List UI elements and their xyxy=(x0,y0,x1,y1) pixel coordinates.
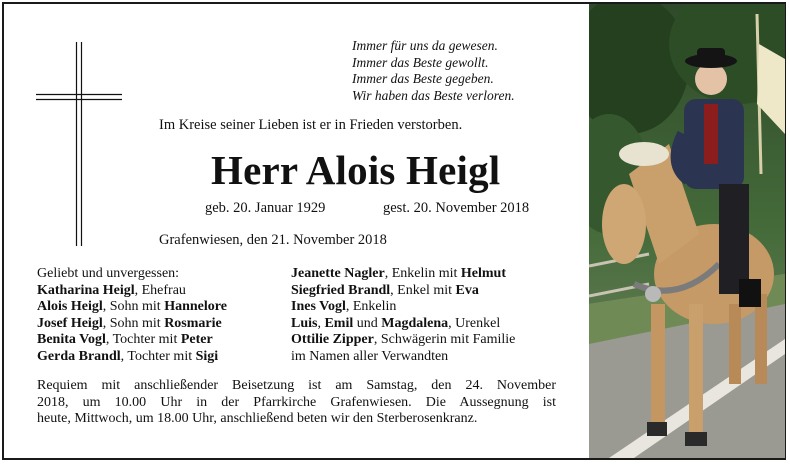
mourner-partner: Rosmarie xyxy=(164,315,222,331)
mourner-text: Geliebt und unvergessen: xyxy=(37,266,180,281)
mourner-line xyxy=(37,316,227,333)
mourner-name: Gerda Brandl xyxy=(37,348,121,364)
place-date: Grafenwiesen, den 21. November 2018 xyxy=(159,232,387,248)
mourners-right xyxy=(291,266,515,365)
cross-icon xyxy=(36,42,122,246)
mourner-partner: Eva xyxy=(455,282,479,298)
requiem-line: heute, Mittwoch, um 18.00 Uhr, anschließend beten wir den Sterberosenkranz. xyxy=(37,411,478,426)
mourners-left xyxy=(37,266,227,365)
mourner-name: Benita Vogl xyxy=(37,332,106,347)
mourner-line xyxy=(291,283,515,300)
mourner-name: Emil xyxy=(324,315,354,331)
deceased-name: Herr Alois Heigl xyxy=(211,147,501,193)
mourner-name: Magdalena xyxy=(381,315,449,331)
mourner-line xyxy=(37,283,227,300)
requiem-line: Requiem mit anschließender Beisetzung ist am Samstag, den 24. November xyxy=(37,378,556,393)
mourner-name: Siegfried Brandl xyxy=(291,282,391,298)
mourner-partner: Sigi xyxy=(195,348,219,364)
poem xyxy=(352,38,515,104)
mourner-name: Josef Heigl xyxy=(37,315,103,331)
poem-line: Immer das Beste gewollt. xyxy=(352,54,489,70)
mourner-line xyxy=(37,332,227,349)
mourner-line xyxy=(37,349,227,366)
requiem-notice xyxy=(37,378,556,428)
mourner-line xyxy=(291,266,515,283)
mourner-line xyxy=(37,266,227,283)
mourner-text: im Namen aller Verwandten xyxy=(291,348,449,364)
mourner-name: Alois Heigl xyxy=(37,299,103,314)
intro-text: Im Kreise seiner Lieben ist er in Frieden verstorben. xyxy=(159,117,463,133)
mourner-name: Luis xyxy=(291,315,318,331)
mourner-line xyxy=(37,299,227,316)
mourner-line xyxy=(291,349,515,366)
poem-line: Wir haben das Beste verloren. xyxy=(352,87,515,103)
death-date: gest. 20. November 2018 xyxy=(383,200,530,216)
mourner-name: Jeanette Nagler xyxy=(291,266,385,281)
mourner-partner: Hannelore xyxy=(164,299,227,314)
mourner-text: , Enkelin mit xyxy=(384,266,461,281)
poem-line: Immer für uns da gewesen. xyxy=(352,38,498,53)
mourner-text: , Enkel mit xyxy=(390,282,456,298)
mourner-text: , Urenkel xyxy=(448,315,501,331)
mourner-name: Katharina Heigl xyxy=(37,282,135,298)
mourner-text: und xyxy=(353,315,382,331)
mourner-text: , xyxy=(317,315,325,331)
mourner-name: Ines Vogl xyxy=(291,299,346,314)
mourner-line xyxy=(291,299,515,316)
mourner-text: , Tochter mit xyxy=(120,348,196,364)
mourner-partner: Peter xyxy=(180,332,213,347)
mourner-text: , Ehefrau xyxy=(134,282,186,298)
mourner-text: , Sohn mit xyxy=(102,315,165,331)
portrait-photo xyxy=(589,4,785,458)
mourner-partner: Helmut xyxy=(460,266,507,281)
mourner-name: Ottilie Zipper xyxy=(291,332,374,347)
mourner-text: , Schwägerin mit Familie xyxy=(373,332,516,347)
mourner-text: , Tochter mit xyxy=(105,332,181,347)
requiem-line: 2018, um 10.00 Uhr in der Pfarrkirche Grafenwiesen. Die Aussegnung ist xyxy=(37,394,556,410)
birth-date: geb. 20. Januar 1929 xyxy=(205,200,326,216)
mourner-text: , Enkelin xyxy=(345,299,397,314)
mourner-line xyxy=(291,332,515,349)
mourner-text: , Sohn mit xyxy=(102,299,165,314)
poem-line: Immer das Beste gegeben. xyxy=(352,71,494,86)
mourner-line xyxy=(291,316,515,333)
